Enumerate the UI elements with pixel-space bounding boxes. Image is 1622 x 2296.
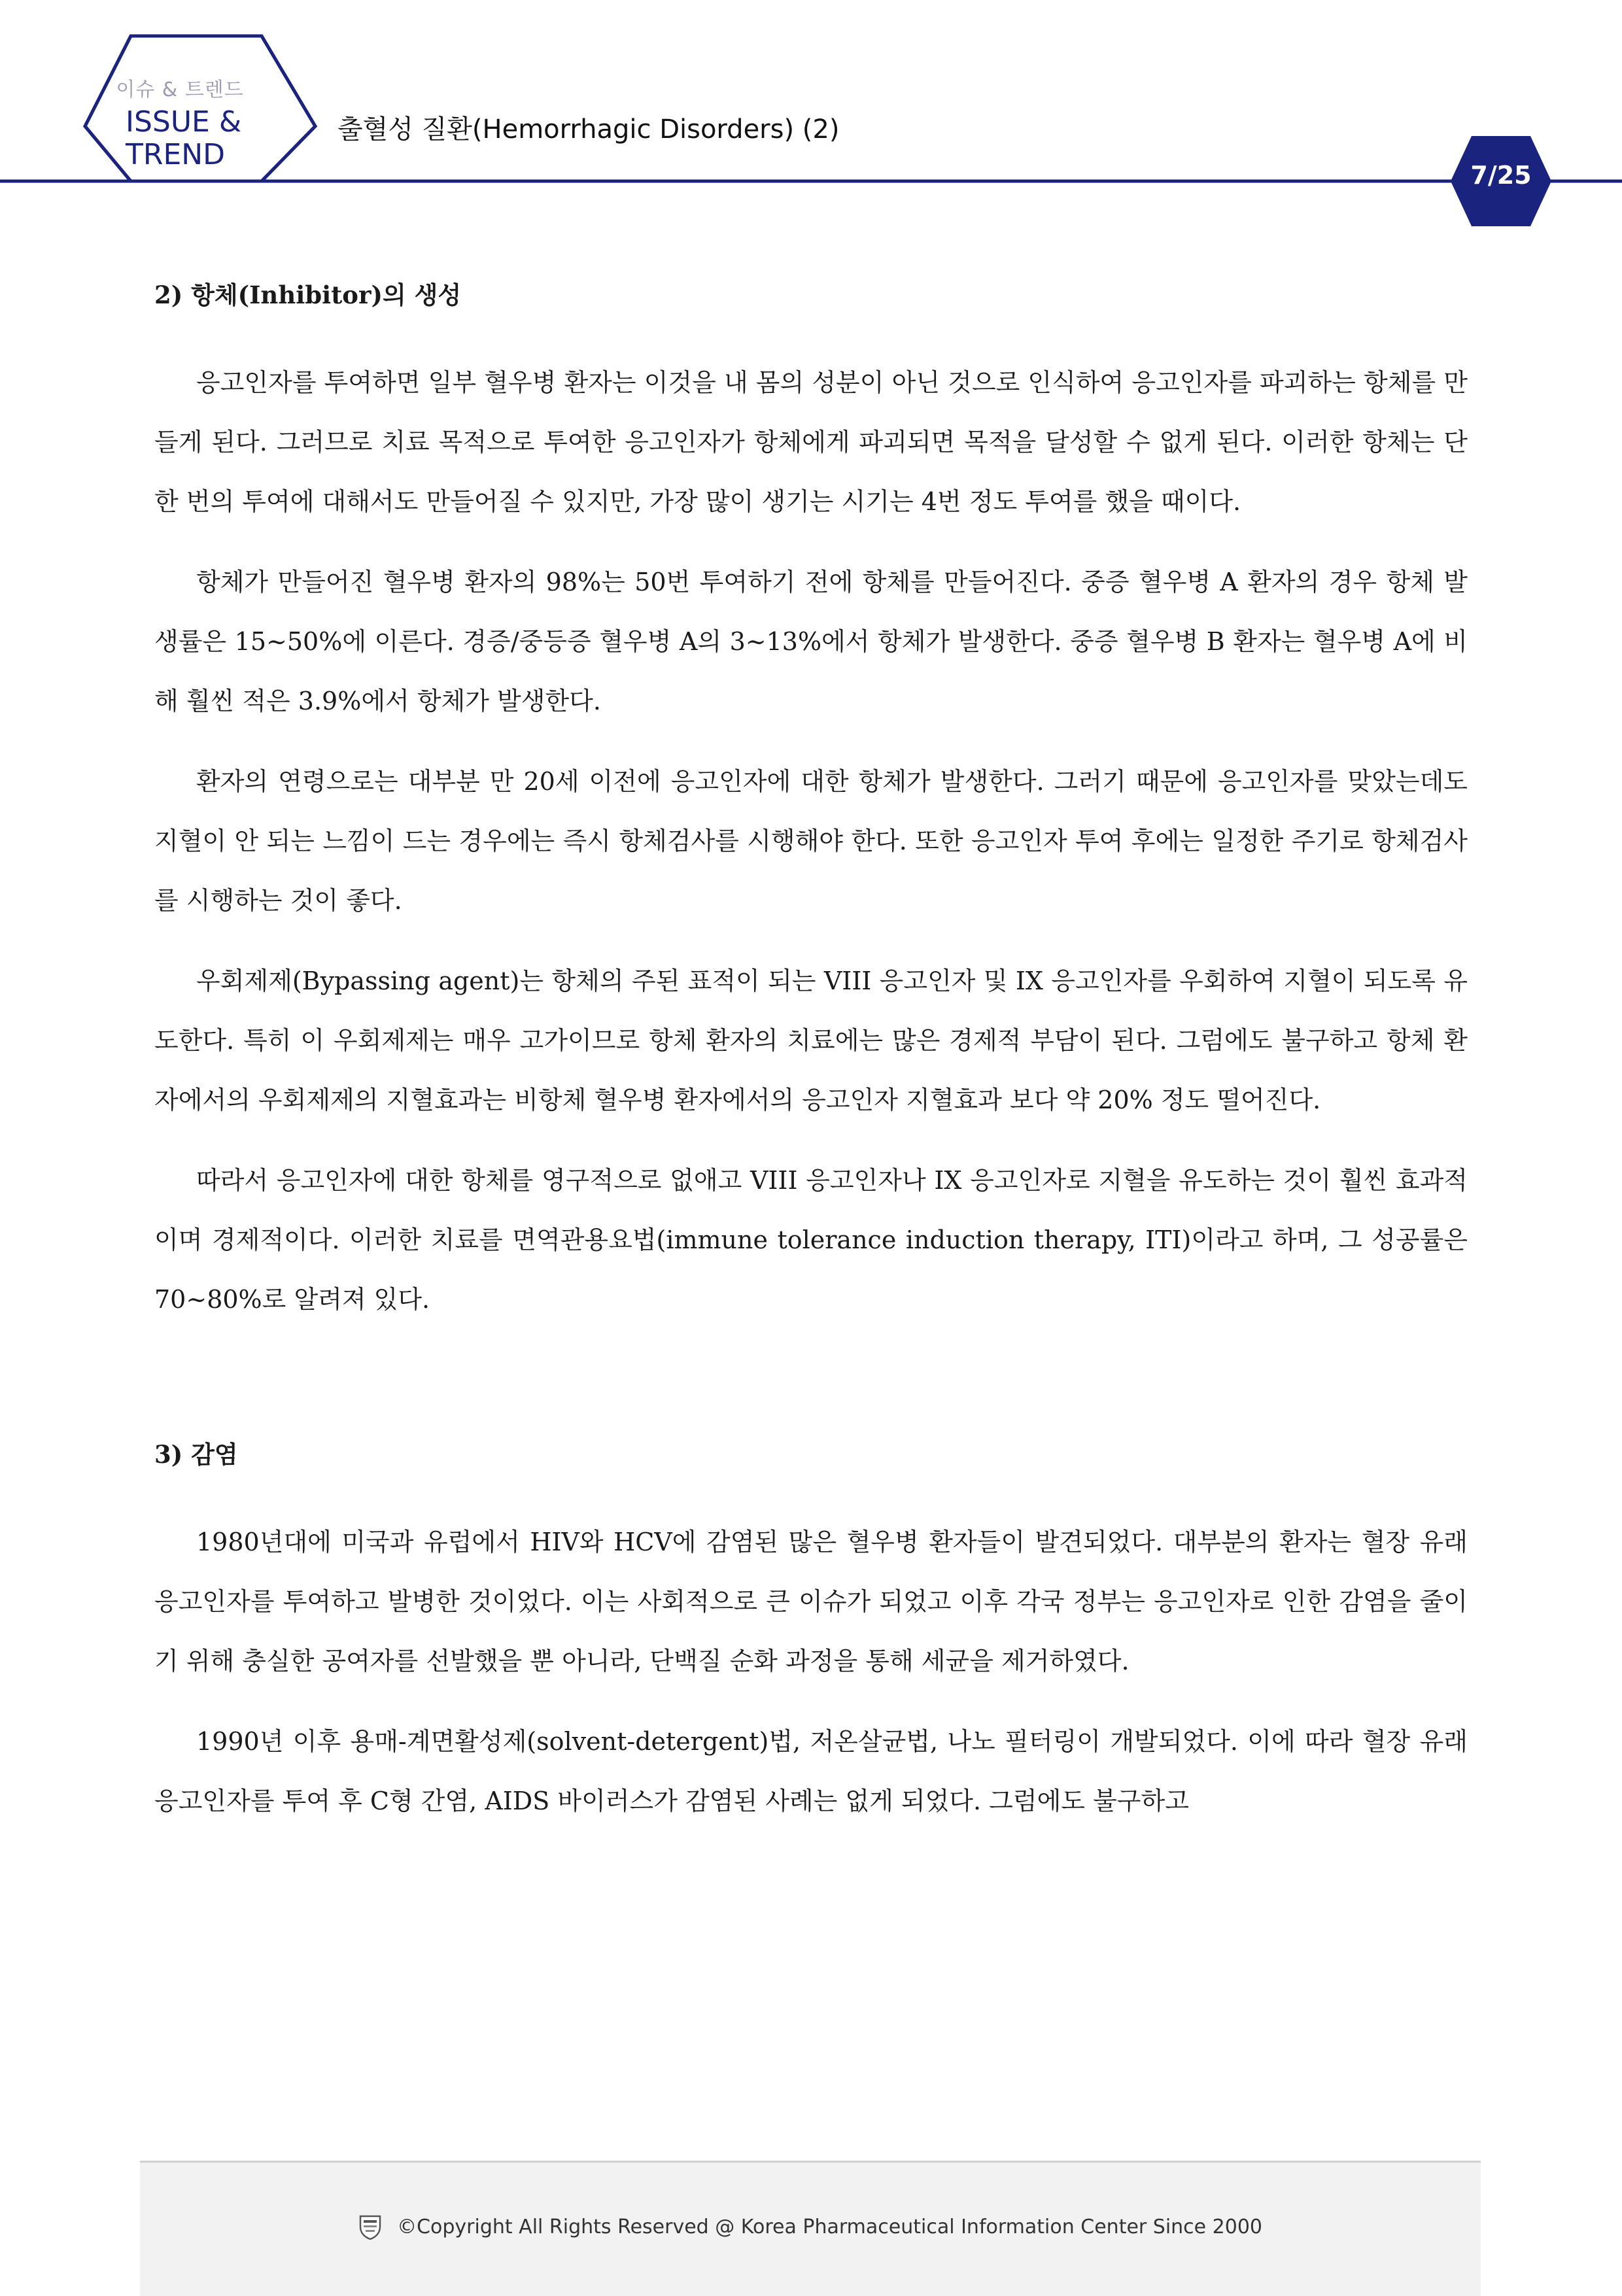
badge-korean-label: 이슈 & 트렌드 (116, 78, 244, 101)
footer-content (140, 2214, 1481, 2240)
paragraph: 환자의 연령으로는 대부분 만 20세 이전에 응고인자에 대한 항체가 발생한다. 그러기 때문에 응고인자를 맞았는데도 지혈이 안 되는 느낌이 드는 경우에는 즉시 항체검사를 시행해야 한다. 또한 응고인자 투여 후에는 일정한 주기로 항체검사를 시행하는 것이 좋다. (154, 767, 1468, 915)
footer (140, 2161, 1481, 2296)
paragraph: 따라서 응고인자에 대한 항체를 영구적으로 없애고 VIII 응고인자나 IX 응고인자로 지혈을 유도하는 것이 훨씬 효과적이며 경제적이다. 이러한 치료를 면역관용요법(immune tolerance induction therapy, ITI)이라고 하며, 그 성공률은 70~80%로 알려져 있다. (154, 1166, 1468, 1314)
paragraph: 우회제제(Bypassing agent)는 항체의 주된 표적이 되는 VIII 응고인자 및 IX 응고인자를 우회하여 지혈이 되도록 유도한다. 특히 이 우회제제는 매우 고가이므로 항체 환자의 치료에는 많은 경제적 부담이 된다. 그럼에도 불구하고 항체 환자에서의 우회제제의 지혈효과는 비항체 혈우병 환자에서의 응고인자 지혈효과 보다 약 20% 정도 떨어진다. (154, 967, 1468, 1114)
section-gap (154, 1350, 1468, 1434)
section-infection (154, 1434, 1468, 1831)
document-title: 출혈성 질환(Hemorrhagic Disorders) (2) (337, 114, 840, 145)
section-heading: 3) 감염 (154, 1440, 238, 1469)
shield-logo-icon (358, 2214, 382, 2240)
paragraph: 응고인자를 투여하면 일부 혈우병 환자는 이것을 내 몸의 성분이 아닌 것으로 인식하여 응고인자를 파괴하는 항체를 만들게 된다. 그러므로 치료 목적으로 투여한 응고인자가 항체에게 파괴되면 목적을 달성할 수 없게 된다. 이러한 항체는 단 한 번의 투여에 대해서도 만들어질 수 있지만, 가장 많이 생기는 시기는 4번 정도 투여를 했을 때이다. (154, 368, 1468, 516)
copyright-text: ©Copyright All Rights Reserved @ Korea Pharmaceutical Information Center Since 2000 (397, 2215, 1263, 2238)
badge-issue-label: ISSUE & (126, 105, 242, 139)
paragraph: 1980년대에 미국과 유럽에서 HIV와 HCV에 감염된 많은 혈우병 환자들이 발견되었다. 대부분의 환자는 혈장 유래 응고인자를 투여하고 발병한 것이었다. 이는 사회적으로 큰 이슈가 되었고 이후 각국 정부는 응고인자로 인한 감염을 줄이기 위해 충실한 공여자를 선발했을 뿐 아니라, 단백질 순화 과정을 통해 세균을 제거하였다. (154, 1528, 1468, 1675)
page-number: 7/25 (1470, 161, 1532, 190)
paragraph: 항체가 만들어진 혈우병 환자의 98%는 50번 투여하기 전에 항체를 만들어진다. 중증 혈우병 A 환자의 경우 항체 발생률은 15~50%에 이른다. 경증/중등증 혈우병 A의 3~13%에서 항체가 발생한다. 중증 혈우병 B 환자는 혈우병 A에 비해 훨씬 적은 3.9%에서 항체가 발생한다. (154, 568, 1468, 715)
section-inhibitor (154, 275, 1468, 1329)
paragraph: 1990년 이후 용매-계면활성제(solvent-detergent)법, 저온살균법, 나노 필터링이 개발되었다. 이에 따라 혈장 유래 응고인자를 투여 후 C형 간염, AIDS 바이러스가 감염된 사례는 없게 되었다. 그럼에도 불구하고 (154, 1727, 1468, 1815)
section-heading: 2) 항체(Inhibitor)의 생성 (154, 281, 462, 309)
badge-trend-label: TREND (126, 138, 226, 171)
article-body (154, 275, 1468, 1852)
